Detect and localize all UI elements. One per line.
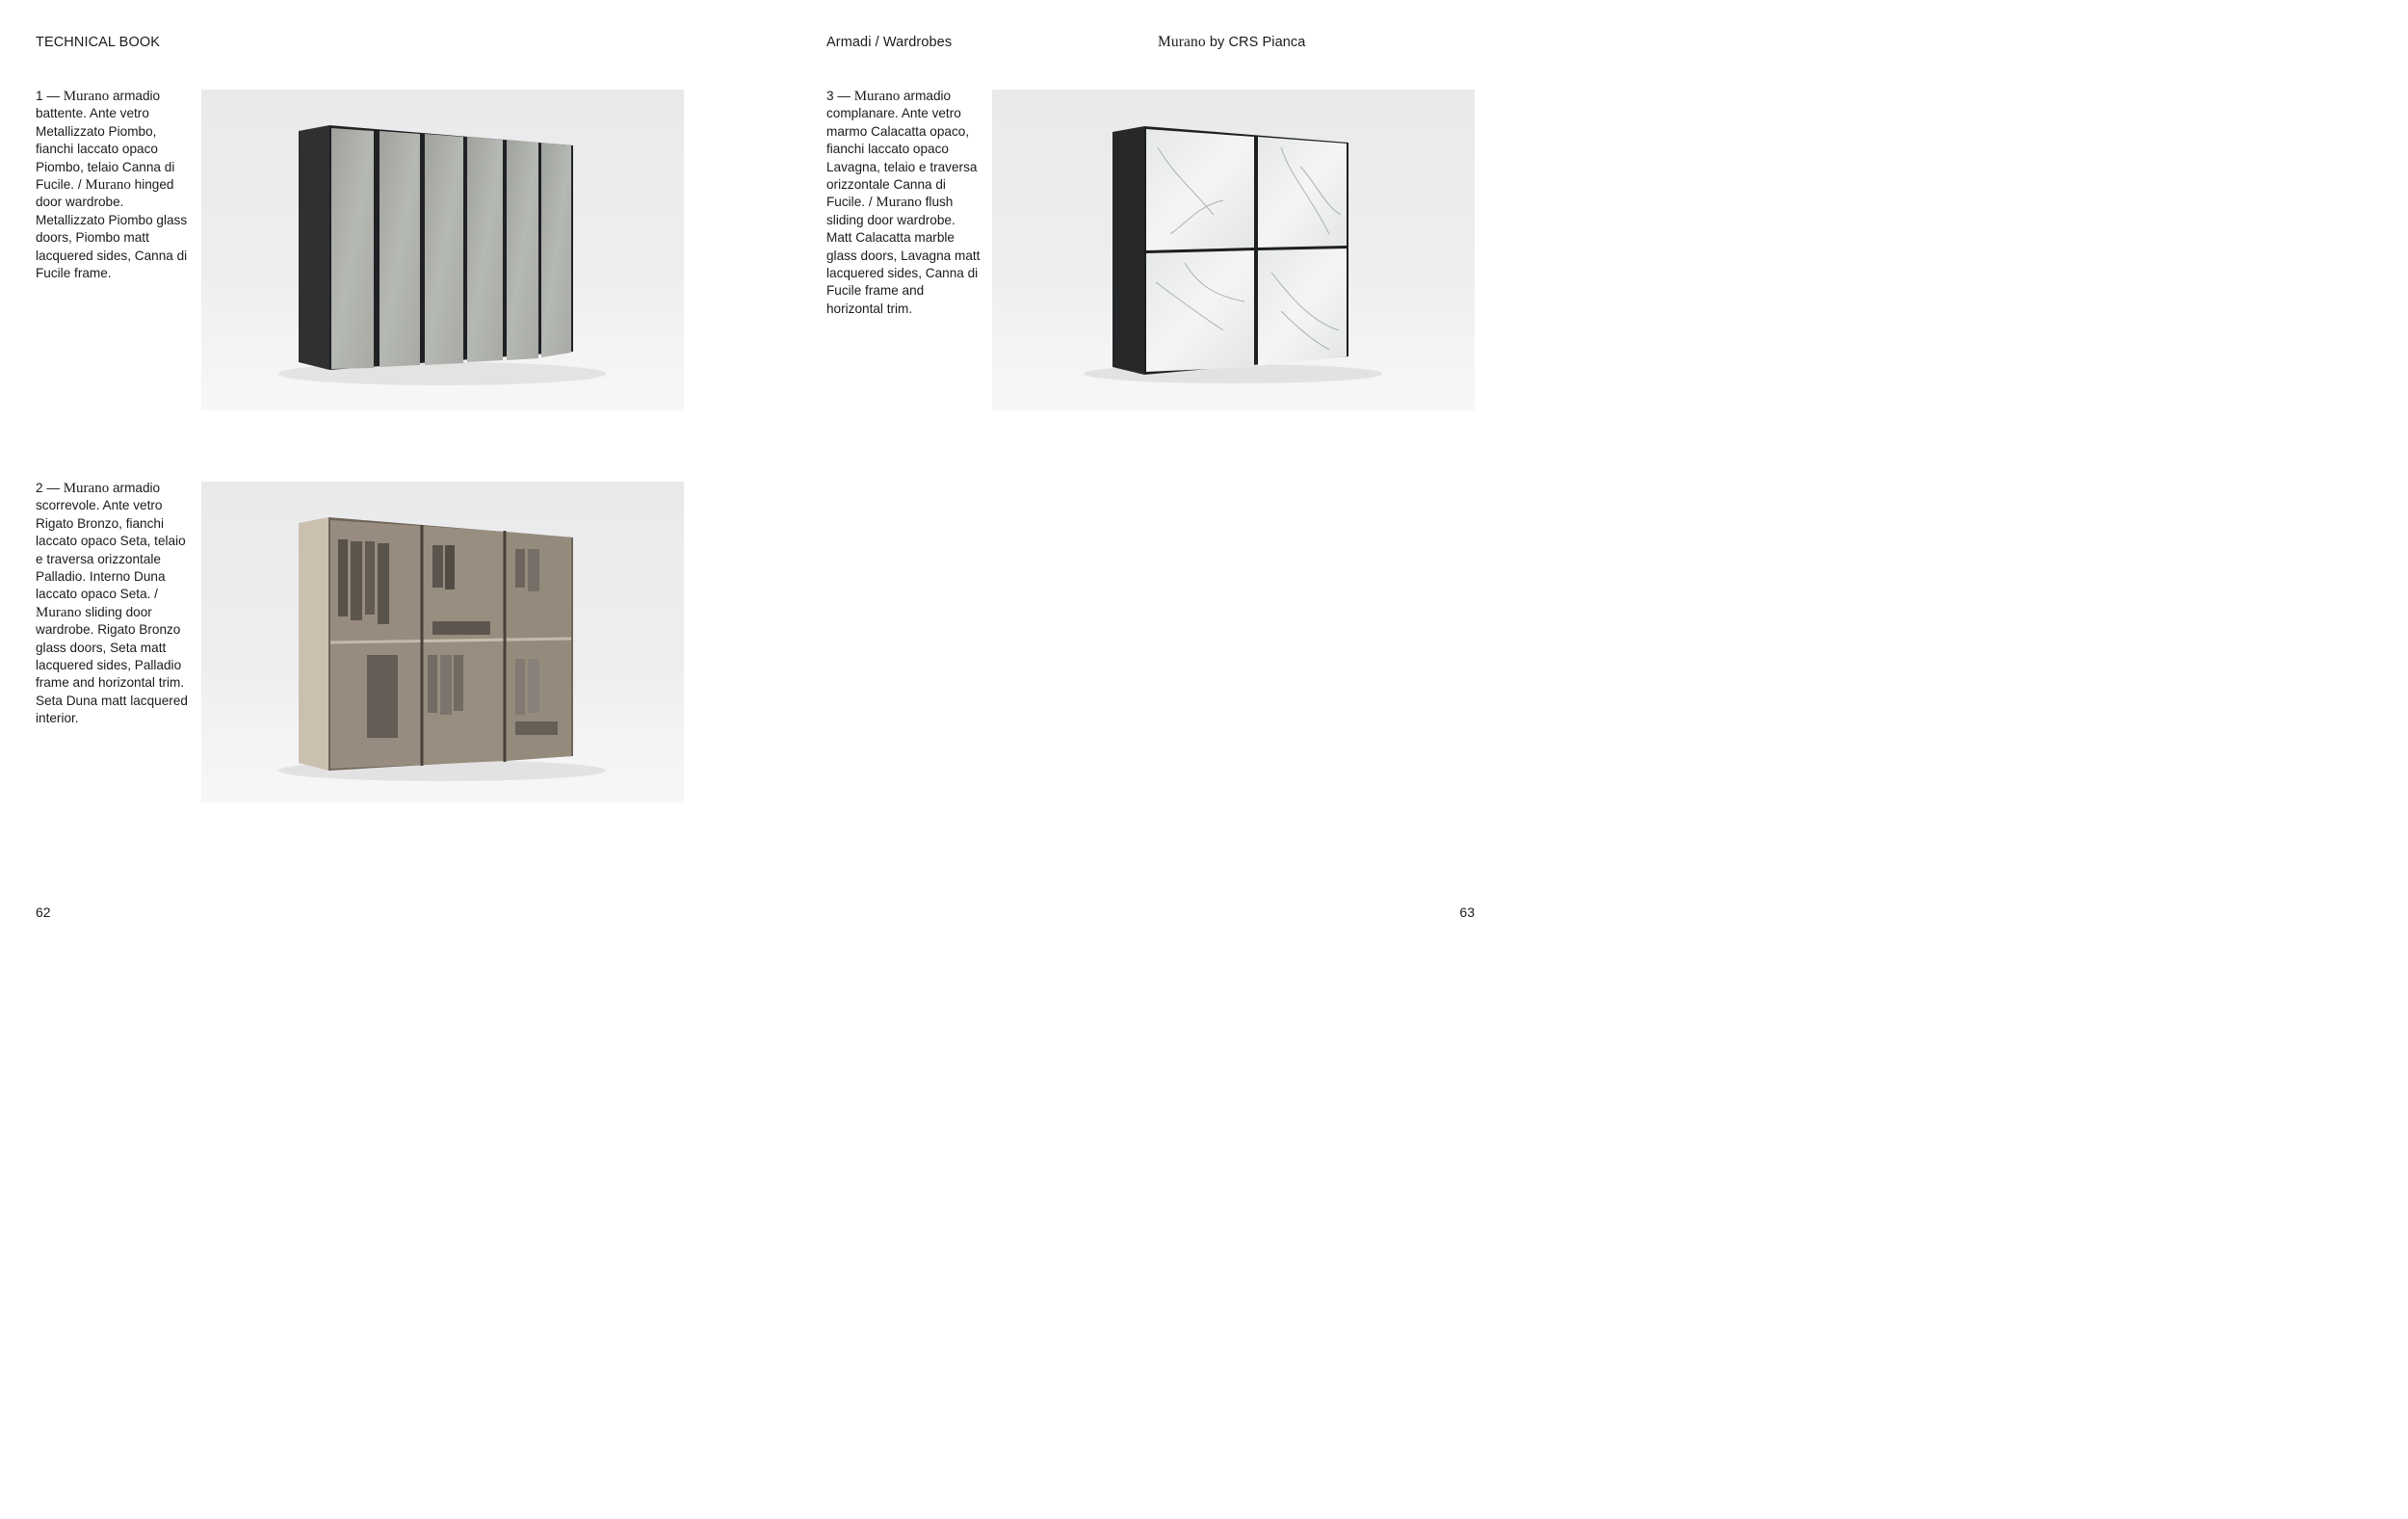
- item-number: 3 —: [826, 89, 854, 103]
- caption-item-1: [36, 88, 190, 282]
- brand-name: Murano: [853, 89, 901, 104]
- page-number-left: 62: [36, 904, 51, 920]
- description-en: hinged door wardrobe. Metallizzato Piombo glass doors, Piombo matt lacquered sides, Canna di Fucile frame.: [36, 177, 188, 281]
- item-number: 2 —: [36, 481, 64, 495]
- product-suffix: by CRS Pianca: [1205, 35, 1306, 50]
- brand-name: Murano: [85, 177, 131, 194]
- product-name: Murano: [1158, 34, 1206, 50]
- page-number-right: 63: [1459, 904, 1475, 920]
- description-en: flush sliding door wardrobe. Matt Calacatta marble glass doors, Lavagna matt lacquered sides, Canna di Fucile frame and horizontal trim.: [826, 195, 981, 316]
- product-header: [1158, 34, 1305, 51]
- book-title: TECHNICAL BOOK: [36, 35, 160, 50]
- wardrobe-doors: [331, 128, 571, 369]
- description-it: armadio battente. Ante vetro Metallizzato Piombo, fianchi laccato opaco Piombo, telaio Canna di Fucile. /: [36, 89, 175, 193]
- photo-hinged-wardrobe: [201, 90, 684, 410]
- brand-name: Murano: [63, 89, 110, 104]
- brand-name: Murano: [36, 604, 82, 620]
- item-number: 1 —: [36, 89, 64, 103]
- description-it: armadio complanare. Ante vetro marmo Calacatta opaco, fianchi laccato opaco Lavagna, telaio e traversa orizzontale Canna di Fucile. /: [826, 89, 978, 210]
- brand-name: Murano: [63, 481, 110, 496]
- caption-item-2: [36, 480, 190, 728]
- description-it: armadio scorrevole. Ante vetro Rigato Bronzo, fianchi laccato opaco Seta, telaio e traversa orizzontale Palladio. Interno Duna laccato opaco Seta. /: [36, 481, 186, 602]
- section-category: Armadi / Wardrobes: [826, 35, 953, 50]
- brand-name: Murano: [876, 195, 922, 211]
- sliding-door-panels: [330, 520, 571, 769]
- caption-item-3: [826, 88, 981, 318]
- photo-flush-marble-wardrobe: [992, 90, 1475, 410]
- photo-sliding-wardrobe: [201, 482, 684, 802]
- description-en: sliding door wardrobe. Rigato Bronzo glass doors, Seta matt lacquered sides, Palladio frame and horizontal trim. Seta Duna matt lacquered interior.: [36, 604, 188, 726]
